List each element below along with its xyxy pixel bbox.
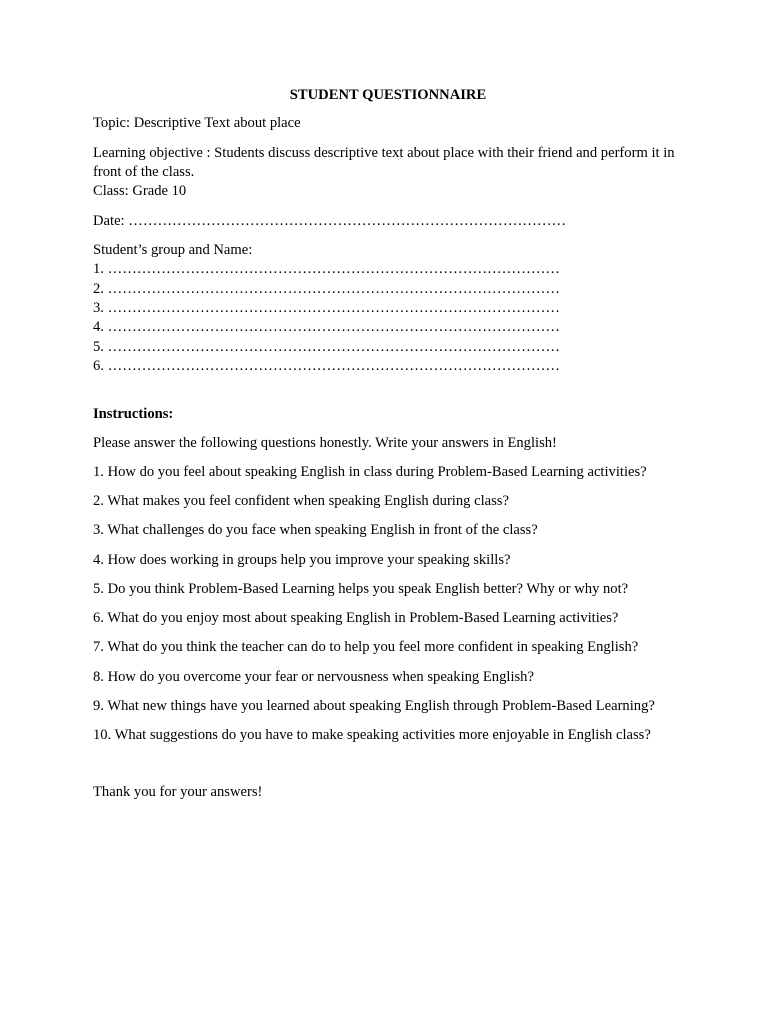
question-7: 7. What do you think the teacher can do to help you feel more confident in speaking English? xyxy=(93,639,639,656)
name-line-5: 5. ………………………………………………………………………………… xyxy=(93,338,560,355)
question-list xyxy=(93,463,683,745)
class-line: Class: Grade 10 xyxy=(93,183,187,200)
topic-line: Topic: Descriptive Text about place xyxy=(93,115,301,132)
instructions-heading: Instructions: xyxy=(93,405,174,422)
name-line-4: 4. ………………………………………………………………………………… xyxy=(93,319,560,336)
name-line-3: 3. ………………………………………………………………………………… xyxy=(93,300,560,317)
closing-text: Thank you for your answers! xyxy=(93,784,263,801)
learning-objective: Learning objective : Students discuss descriptive text about place with their friend and perform it in front of the class. xyxy=(93,144,675,181)
objective-block xyxy=(93,144,683,202)
question-2: 2. What makes you feel confident when speaking English during class? xyxy=(93,493,509,510)
question-9: 9. What new things have you learned about speaking English through Problem-Based Learning? xyxy=(93,697,655,714)
date-line: Date: ……………………………………………………………………………… xyxy=(93,212,567,229)
question-4: 4. How does working in groups help you improve your speaking skills? xyxy=(93,551,511,568)
question-1: 1. How do you feel about speaking English in class during Problem-Based Learning activities? xyxy=(93,464,647,481)
name-line-6: 6. ………………………………………………………………………………… xyxy=(93,358,560,375)
instructions-text: Please answer the following questions honestly. Write your answers in English! xyxy=(93,434,557,451)
group-heading: Student’s group and Name: xyxy=(93,241,253,258)
question-6: 6. What do you enjoy most about speaking English in Problem-Based Learning activities? xyxy=(93,610,619,627)
group-block xyxy=(93,241,683,377)
document-page xyxy=(93,86,683,813)
question-3: 3. What challenges do you face when speaking English in front of the class? xyxy=(93,522,538,539)
name-line-1: 1. ………………………………………………………………………………… xyxy=(93,261,560,278)
name-line-2: 2. ………………………………………………………………………………… xyxy=(93,280,560,297)
question-5: 5. Do you think Problem-Based Learning helps you speak English better? Why or why not? xyxy=(93,580,629,597)
document-title: STUDENT QUESTIONNAIRE xyxy=(289,87,487,103)
question-8: 8. How do you overcome your fear or nervousness when speaking English? xyxy=(93,668,534,685)
name-list xyxy=(93,260,683,376)
question-10: 10. What suggestions do you have to make speaking activities more enjoyable in English class? xyxy=(93,726,651,743)
